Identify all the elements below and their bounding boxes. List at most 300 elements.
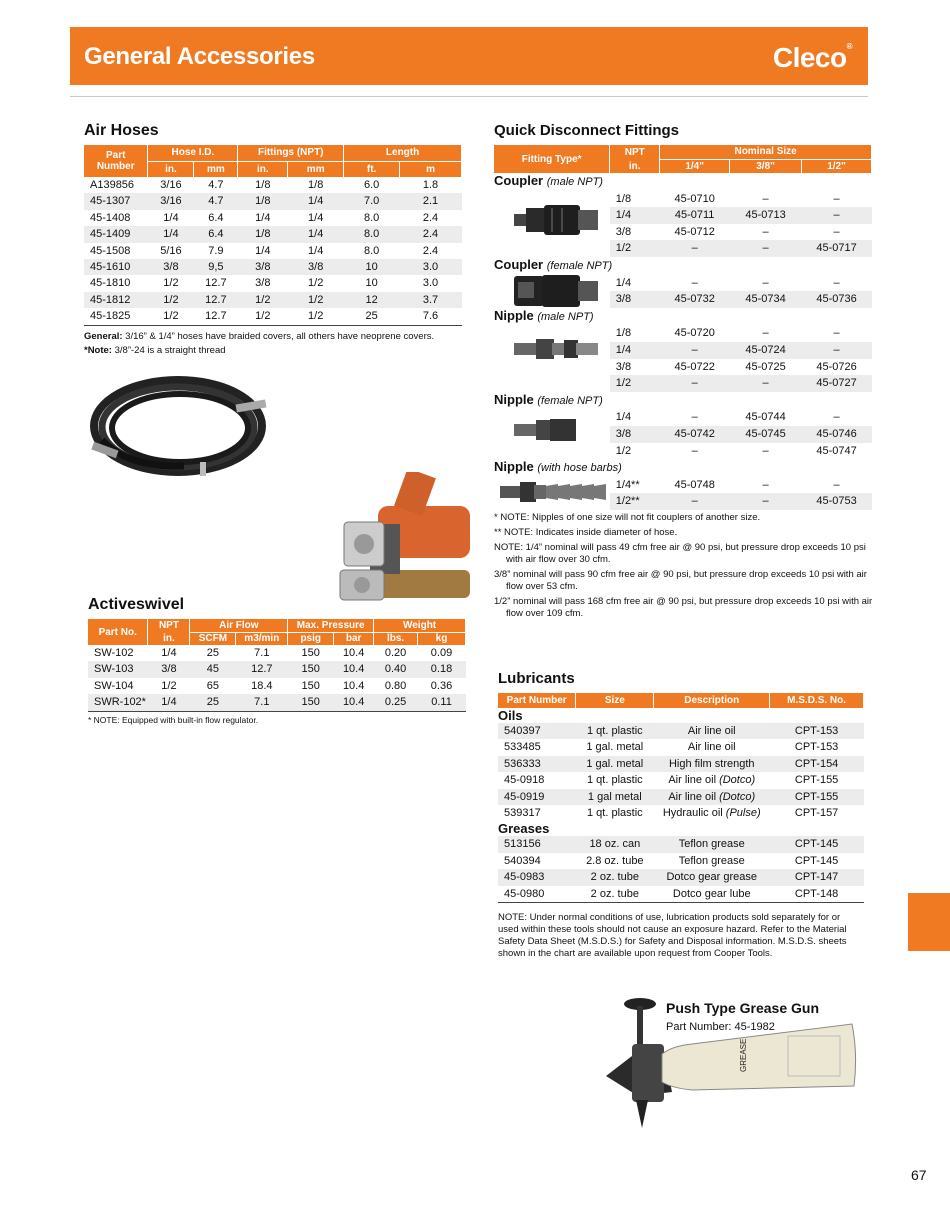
table-cell: 4.7 xyxy=(208,179,224,191)
table-cell: 12.7 xyxy=(194,308,238,325)
table-cell: 3/8 xyxy=(615,225,632,238)
table-cell: 45-0746 xyxy=(802,426,872,443)
table-cell: SW-103 xyxy=(88,661,148,677)
table-cell: – xyxy=(802,342,872,359)
table-cell: 150 xyxy=(288,661,334,677)
table-cell: – xyxy=(762,225,769,238)
table-cell: 3.0 xyxy=(422,277,439,290)
table-cell: 1/8 xyxy=(615,327,632,340)
grease-tube-label: GREASE xyxy=(739,1038,748,1072)
col-fittings: Fittings (NPT) xyxy=(238,145,344,161)
table-row xyxy=(88,694,466,711)
table-cell: CPT-157 xyxy=(794,807,839,820)
table-cell: 1/2 xyxy=(238,308,288,325)
table-cell: – xyxy=(762,327,769,340)
note-general-label: General: xyxy=(84,331,123,342)
col-lub-part: Part Number xyxy=(498,693,576,708)
table-cell: – xyxy=(833,192,840,205)
table-row xyxy=(84,193,462,209)
table-cell: – xyxy=(730,375,802,392)
table-cell: 3/8 xyxy=(255,277,271,290)
table-cell: 45-0736 xyxy=(802,291,872,308)
table-cell: CPT-155 xyxy=(770,789,864,805)
table-cell: 1/2 xyxy=(615,444,632,457)
activeswivel-table xyxy=(88,619,466,712)
table-cell: 7.0 xyxy=(344,193,400,209)
col-nominal: Nominal Size xyxy=(660,145,872,159)
page-number: 67 xyxy=(911,1167,927,1183)
table-cell: 45-1408 xyxy=(90,211,131,224)
lubricant-description xyxy=(654,723,770,739)
table-cell: 1/4 xyxy=(615,411,632,424)
table-cell: – xyxy=(833,276,840,289)
qdf-note-line: * NOTE: Nipples of one size will not fit couplers of another size. xyxy=(494,512,761,523)
fitting-image-cell xyxy=(494,375,610,392)
description-text: Dotco gear lube xyxy=(672,887,751,900)
lubricant-description xyxy=(654,805,770,821)
col-fit-mm: mm xyxy=(288,161,344,177)
table-row xyxy=(84,226,462,242)
fitting-qualifier: (female NPT) xyxy=(537,394,603,407)
table-cell: 7.1 xyxy=(236,694,288,711)
table-row xyxy=(84,210,462,226)
header-banner xyxy=(70,27,868,85)
table-cell: – xyxy=(833,225,840,238)
air-hoses-note-general xyxy=(84,331,464,343)
table-cell: 540397 xyxy=(498,723,576,739)
table-cell: 1/8 xyxy=(255,179,271,191)
table-cell: 1/4 xyxy=(308,211,324,224)
table-cell: 0.25 xyxy=(374,694,418,711)
table-cell: 4.7 xyxy=(194,193,238,209)
description-brand: (Dotco) xyxy=(719,790,756,803)
col-hose-id: Hose I.D. xyxy=(148,145,238,161)
table-cell: 3.7 xyxy=(400,292,462,308)
table-cell: 3/8 xyxy=(238,259,288,275)
table-cell: 45-1825 xyxy=(84,308,148,325)
table-cell: 1/8 xyxy=(308,179,324,191)
table-cell: 45-0742 xyxy=(660,426,730,443)
table-cell: 45-1810 xyxy=(90,277,131,290)
table-cell: 45-0713 xyxy=(730,207,802,224)
table-cell: 2.4 xyxy=(422,244,439,257)
fitting-group-heading xyxy=(494,459,872,477)
page-title: General Accessories xyxy=(84,43,315,70)
table-cell: – xyxy=(762,478,769,491)
table-row xyxy=(88,645,466,661)
grease-gun-title: Push Type Grease Gun xyxy=(666,1000,820,1016)
lubricant-description xyxy=(654,836,770,852)
nipple-female-image xyxy=(512,416,602,444)
fitting-group-label xyxy=(494,308,872,326)
table-cell: 45-0747 xyxy=(816,444,857,457)
fitting-name: Nipple xyxy=(494,307,534,323)
section-tab xyxy=(908,893,950,951)
table-cell: – xyxy=(730,240,802,257)
table-cell: 45-0745 xyxy=(730,426,802,443)
lubricant-group-heading xyxy=(498,821,864,836)
table-cell: 0.36 xyxy=(430,679,453,692)
col-pressure: Max. Pressure xyxy=(288,619,374,632)
col-qdf-npt: NPT xyxy=(610,145,660,159)
fitting-name: Nipple xyxy=(494,391,534,407)
table-row xyxy=(498,836,864,852)
table-cell: 1 qt. plastic xyxy=(587,774,643,787)
col-size-three-eighths: 3/8" xyxy=(730,159,802,173)
table-cell: 1 qt. plastic xyxy=(587,807,643,820)
table-cell: 12.7 xyxy=(194,292,238,308)
description-text: Air line oil xyxy=(687,725,736,737)
qdf-note-line: NOTE: 1/4” nominal will pass 49 cfm free air @ 90 psi, but pressure drop exceeds 10 psi with air flow over 30 cfm. xyxy=(494,542,866,565)
table-cell: 45-0711 xyxy=(660,207,730,224)
table-cell: – xyxy=(660,375,730,392)
table-cell: 8.0 xyxy=(363,244,380,257)
table-cell: – xyxy=(691,444,698,457)
table-cell: 45 xyxy=(190,661,236,677)
table-cell: 539317 xyxy=(504,807,541,820)
table-cell: 1/2 xyxy=(238,292,288,308)
fitting-group-heading xyxy=(494,308,872,326)
table-cell: 25 xyxy=(190,694,236,711)
fitting-name: Coupler xyxy=(494,173,544,188)
table-cell: – xyxy=(660,493,730,510)
table-cell: 1/2** xyxy=(610,493,660,510)
description-brand: (Dotco) xyxy=(719,774,756,787)
air-hoses-title: Air Hoses xyxy=(84,122,159,139)
table-cell: 3/16 xyxy=(148,193,194,209)
col-hose-in: in. xyxy=(148,161,194,177)
table-cell: 1/4 xyxy=(610,342,660,359)
fitting-group-label xyxy=(494,459,872,477)
table-cell: 3/8 xyxy=(148,661,190,677)
table-cell: 3/8 xyxy=(148,259,194,275)
table-cell: 1/2 xyxy=(148,292,194,308)
table-cell: 1/4 xyxy=(163,211,179,224)
table-cell: 2 oz. tube xyxy=(576,886,654,903)
description-text: Dotco gear grease xyxy=(666,871,757,884)
table-row xyxy=(84,308,462,325)
table-cell: 6.4 xyxy=(208,211,224,224)
table-cell: 1/4** xyxy=(615,478,640,491)
col-lub-size: Size xyxy=(576,693,654,708)
table-cell: SWR-102* xyxy=(88,694,148,711)
table-cell: 45-0725 xyxy=(745,360,786,373)
table-cell: 1/4 xyxy=(610,207,660,224)
table-cell: 3/8 xyxy=(288,259,344,275)
table-cell: 1/2 xyxy=(308,277,324,290)
table-cell: 65 xyxy=(206,679,219,692)
table-cell: 1/2 xyxy=(148,308,194,325)
table-row xyxy=(88,661,466,677)
table-cell: 45-0983 xyxy=(498,869,576,885)
table-cell: 45-1409 xyxy=(84,226,148,242)
table-row xyxy=(494,240,872,257)
table-cell: 533485 xyxy=(504,741,541,754)
fitting-name: Nipple xyxy=(494,459,534,475)
table-cell: A139856 xyxy=(90,179,135,191)
table-cell: 45-0710 xyxy=(674,192,715,205)
table-cell: 1 gal. metal xyxy=(586,741,644,754)
table-cell: 1/4 xyxy=(148,226,194,242)
table-cell: 1/8 xyxy=(615,192,632,205)
table-cell: 1 gal. metal xyxy=(576,756,654,772)
qdf-note-line: 3/8” nominal will pass 90 cfm free air @ 90 psi, but pressure drop exceeds 10 psi with air flow over 53 cfm. xyxy=(494,569,867,592)
qdf-note-line: 1/2” nominal will pass 168 cfm free air @ 90 psi, but pressure drop exceeds 10 psi with air flow over 109 cfm. xyxy=(494,596,873,619)
note-general-text: 3/16” & 1/4” hoses have braided covers, all others have neoprene covers. xyxy=(122,331,435,342)
table-cell: 5/16 xyxy=(160,244,182,257)
description-text: Teflon grease xyxy=(678,838,745,851)
table-cell: – xyxy=(660,342,730,359)
table-cell: 45-0732 xyxy=(660,291,730,308)
table-cell: 8.0 xyxy=(363,211,380,224)
table-cell: 45-1508 xyxy=(90,244,131,257)
table-row xyxy=(84,243,462,259)
table-cell: 2.4 xyxy=(422,211,439,224)
table-cell: 3.0 xyxy=(400,259,462,275)
table-cell: 3/16 xyxy=(160,179,182,191)
description-text: Air line oil xyxy=(668,774,720,787)
table-cell: 3/8 xyxy=(615,360,632,373)
fitting-group-label xyxy=(494,173,872,191)
table-cell: 45-0720 xyxy=(674,327,715,340)
col-len-ft: ft. xyxy=(344,161,400,177)
table-row xyxy=(498,723,864,739)
table-cell: 6.4 xyxy=(194,226,238,242)
table-cell: 45-0724 xyxy=(730,342,802,359)
table-cell: 2.8 oz. tube xyxy=(586,854,644,867)
table-cell: 1/4 xyxy=(255,244,271,257)
table-row xyxy=(498,853,864,869)
table-cell: 10.4 xyxy=(342,679,365,692)
table-cell: – xyxy=(691,276,698,289)
table-cell: CPT-145 xyxy=(794,854,839,867)
table-cell: 0.18 xyxy=(418,661,466,677)
table-row xyxy=(84,275,462,291)
nipple-male-image xyxy=(512,334,602,364)
table-cell: 536333 xyxy=(498,756,576,772)
col-part-no: Part No. xyxy=(88,619,148,645)
col-qdf-npt-in: in. xyxy=(610,159,660,173)
table-row xyxy=(498,739,864,755)
table-cell: 10 xyxy=(365,277,378,290)
qdf-title: Quick Disconnect Fittings xyxy=(494,122,680,139)
table-row xyxy=(498,756,864,772)
col-size-half: 1/2" xyxy=(802,159,872,173)
col-size-quarter: 1/4" xyxy=(660,159,730,173)
table-cell: 1/4 xyxy=(161,647,177,659)
table-row xyxy=(494,375,872,392)
table-cell: 7.9 xyxy=(208,244,224,257)
lubricant-description xyxy=(654,789,770,805)
table-cell: 45-0734 xyxy=(730,291,802,308)
description-brand: (Pulse) xyxy=(725,807,761,820)
table-cell: – xyxy=(730,493,802,510)
table-cell: 18.4 xyxy=(251,679,273,692)
table-cell: 8.0 xyxy=(344,226,400,242)
col-lub-desc: Description xyxy=(654,693,770,708)
table-cell: 1/2 xyxy=(610,375,660,392)
table-cell: 1/4 xyxy=(308,244,324,257)
col-airflow: Air Flow xyxy=(190,619,288,632)
table-row xyxy=(494,443,872,460)
lubricants-table xyxy=(498,693,864,903)
table-cell: – xyxy=(660,240,730,257)
activeswivel-note: * NOTE: Equipped with built-in flow regulator. xyxy=(88,715,259,725)
table-cell: 45-0919 xyxy=(498,789,576,805)
table-cell: 1/2 xyxy=(163,277,179,290)
table-cell: 45-0717 xyxy=(802,240,872,257)
fitting-group-heading xyxy=(494,392,872,410)
fitting-qualifier: (with hose barbs) xyxy=(537,462,622,475)
note-star-text: 3/8”-24 is a straight thread xyxy=(111,345,226,356)
table-cell: 25 xyxy=(344,308,400,325)
table-cell: 2.1 xyxy=(400,193,462,209)
lubricant-description xyxy=(654,739,770,755)
table-cell: SW-104 xyxy=(94,679,134,692)
lubricant-description xyxy=(654,756,770,772)
table-row xyxy=(84,259,462,275)
lubricant-description xyxy=(654,853,770,869)
logo-text: Cleco xyxy=(772,42,847,73)
table-cell: 2 oz. tube xyxy=(576,869,654,885)
fitting-name: Coupler xyxy=(494,256,544,272)
description-text: Air line oil xyxy=(687,741,736,754)
table-cell: 45-0726 xyxy=(816,360,857,373)
table-cell: 1/2 xyxy=(288,308,344,325)
table-cell: 2.4 xyxy=(400,226,462,242)
table-cell: CPT-145 xyxy=(770,836,864,852)
table-cell: 0.11 xyxy=(418,694,466,711)
table-cell: 45-1307 xyxy=(84,193,148,209)
col-fit-in: in. xyxy=(238,161,288,177)
table-cell: 12 xyxy=(344,292,400,308)
coupler-female-image xyxy=(512,272,602,310)
fitting-group-label xyxy=(494,392,872,410)
header-rule xyxy=(70,96,868,97)
table-cell: 0.20 xyxy=(384,647,407,659)
lubricants-title: Lubricants xyxy=(498,670,575,687)
lubricant-description xyxy=(654,886,770,903)
table-cell: 1/8 xyxy=(238,226,288,242)
table-cell: 45-0980 xyxy=(498,886,576,903)
table-cell: 45-1812 xyxy=(84,292,148,308)
table-cell: 12.7 xyxy=(205,277,227,290)
table-cell: 18 oz. can xyxy=(576,836,654,852)
grease-gun-part-number: Part Number: 45-1982 xyxy=(666,1021,775,1033)
table-cell: 6.0 xyxy=(363,179,380,191)
table-cell: 7.1 xyxy=(254,647,270,659)
table-cell: CPT-148 xyxy=(770,886,864,903)
table-cell: 10.4 xyxy=(334,694,374,711)
table-row xyxy=(498,772,864,788)
table-cell: 1.8 xyxy=(422,179,439,191)
table-cell: CPT-154 xyxy=(770,756,864,772)
logo-mark: ® xyxy=(846,42,852,51)
col-m3min: m3/min xyxy=(236,632,288,645)
table-cell: SW-102 xyxy=(94,647,134,659)
lubricants-note: NOTE: Under normal conditions of use, lubrication products sold separately for or used within these tools should not cause an exposure hazard. Refer to the Material Safety Data Sheet (M.S.D.S.) for Safety and Disposal information. M.S.D.S. sheets shown in the chart are available upon request from Cooper Tools. xyxy=(498,912,847,959)
description-text: Hydraulic oil xyxy=(662,807,726,820)
note-star-label: *Note: xyxy=(84,345,112,356)
col-scfm: SCFM xyxy=(190,632,236,645)
qdf-notes xyxy=(494,512,874,623)
table-cell: 150 xyxy=(301,647,320,659)
fitting-qualifier: (male NPT) xyxy=(546,176,603,188)
table-cell: 3/8 xyxy=(610,291,660,308)
air-hoses-table xyxy=(84,145,462,326)
col-kg: kg xyxy=(418,632,466,645)
table-cell: 1 gal metal xyxy=(576,789,654,805)
table-cell: – xyxy=(833,411,840,424)
qdf-table xyxy=(494,145,872,510)
activeswivel-image xyxy=(330,472,470,612)
table-cell: – xyxy=(762,276,769,289)
lubricant-description xyxy=(654,869,770,885)
fitting-group-heading xyxy=(494,173,872,191)
table-cell: 513156 xyxy=(498,836,576,852)
table-row xyxy=(84,292,462,308)
lubricant-group-heading xyxy=(498,708,864,723)
col-lub-msds: M.S.D.S. No. xyxy=(770,693,864,708)
table-cell: – xyxy=(802,207,872,224)
table-cell: 1/4 xyxy=(615,276,632,289)
table-cell: 45-0712 xyxy=(674,225,715,238)
table-cell: 10.4 xyxy=(334,661,374,677)
lubricant-description xyxy=(654,772,770,788)
table-cell: – xyxy=(833,327,840,340)
col-psig: psig xyxy=(288,632,334,645)
table-cell: 150 xyxy=(301,679,320,692)
qdf-note-line: ** NOTE: Indicates inside diameter of hose. xyxy=(494,527,678,538)
table-cell: 45-0744 xyxy=(745,411,786,424)
table-cell: 1/4 xyxy=(148,694,190,711)
lubricant-group-label: Greases xyxy=(498,821,864,836)
lubricant-group-label: Oils xyxy=(498,708,864,723)
col-len-m: m xyxy=(400,161,462,177)
table-cell: CPT-153 xyxy=(770,723,864,739)
table-cell: CPT-153 xyxy=(794,741,839,754)
table-cell: 45-0753 xyxy=(802,493,872,510)
table-cell: – xyxy=(691,411,698,424)
table-cell: 25 xyxy=(206,647,219,659)
coupler-male-image xyxy=(512,202,602,238)
table-cell: 1/2 xyxy=(161,679,177,692)
table-cell: 1 qt. plastic xyxy=(576,723,654,739)
table-cell: 1/8 xyxy=(238,193,288,209)
table-cell: 0.80 xyxy=(384,679,407,692)
air-hose-image xyxy=(88,372,268,482)
table-row xyxy=(498,805,864,821)
table-cell: – xyxy=(762,444,769,457)
table-cell: 10.4 xyxy=(342,647,365,659)
table-cell: CPT-147 xyxy=(770,869,864,885)
table-cell: 150 xyxy=(288,694,334,711)
activeswivel-title: Activeswivel xyxy=(88,596,185,613)
description-text: Air line oil xyxy=(668,790,720,803)
col-npt: NPT xyxy=(148,619,190,632)
cleco-logo xyxy=(773,42,852,74)
col-hose-mm: mm xyxy=(194,161,238,177)
table-row xyxy=(498,869,864,885)
table-cell: 1/4 xyxy=(288,226,344,242)
air-hoses-note-star xyxy=(84,345,464,357)
col-fitting-type: Fitting Type* xyxy=(494,145,610,173)
description-text: High film strength xyxy=(668,757,755,770)
table-cell: 0.09 xyxy=(430,647,453,659)
table-cell: 540394 xyxy=(504,854,541,867)
col-weight: Weight xyxy=(374,619,466,632)
col-length: Length xyxy=(344,145,462,161)
